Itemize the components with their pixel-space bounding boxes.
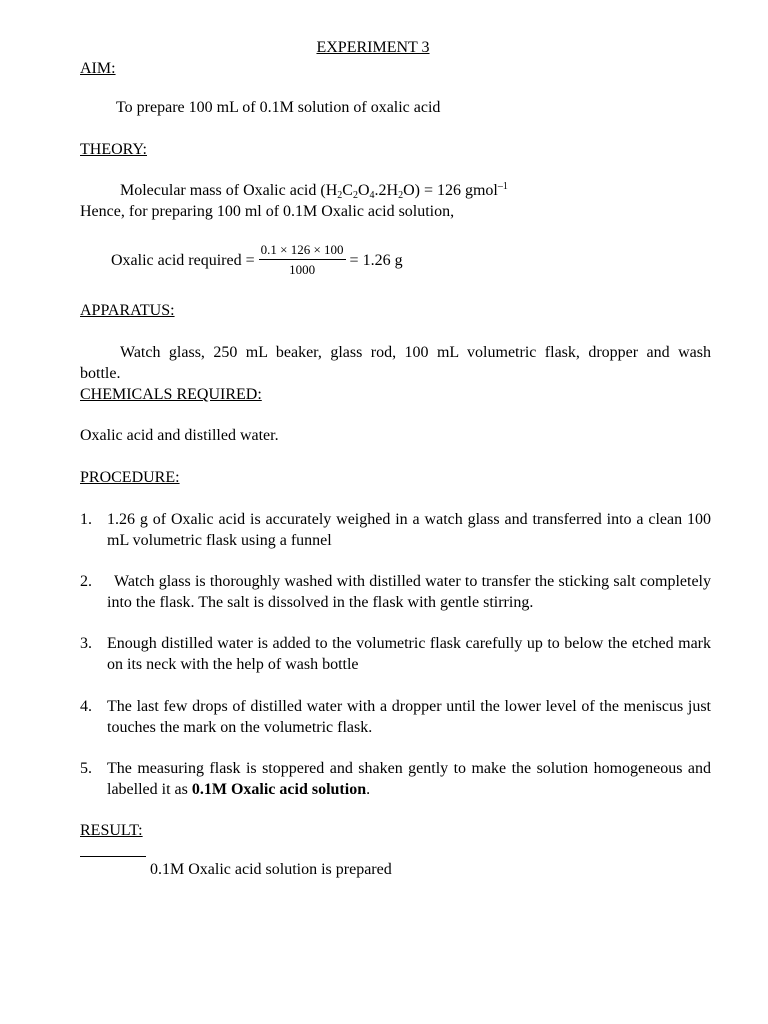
step-number: 5. <box>80 760 92 777</box>
apparatus-text-line1: Watch glass, 250 mL beaker, glass rod, 100 mL volumetric flask, dropper and wash <box>120 344 711 361</box>
step-text-after: . <box>366 781 371 798</box>
required-result: = 1.26 g <box>349 252 403 270</box>
formula-part-o: O <box>357 182 370 199</box>
step-text-bold: 0.1M Oxalic acid solution <box>191 781 367 798</box>
calculation-fraction <box>259 242 346 277</box>
molecular-mass-line <box>120 180 508 201</box>
formula-sub-2: 2 <box>352 190 358 201</box>
oxalic-required-equation <box>111 244 403 278</box>
step-number: 1. <box>80 511 92 528</box>
procedure-step-2 <box>80 571 711 613</box>
procedure-heading: PROCEDURE: <box>80 469 180 486</box>
formula-unit-exponent: –1 <box>497 181 508 192</box>
result-text: 0.1M Oxalic acid solution is prepared <box>150 861 392 878</box>
page-title: EXPERIMENT 3 <box>316 39 430 56</box>
formula-part-c: C <box>342 182 353 199</box>
required-label: Oxalic acid required = <box>111 252 255 270</box>
formula-sub-4: 2 <box>398 190 404 201</box>
step-text: Enough distilled water is added to the volumetric flask carefully up to below the etched mark on its neck with the help of wash bottle <box>107 635 711 673</box>
apparatus-heading: APPARATUS: <box>80 302 175 319</box>
step-text: The last few drops of distilled water with a dropper until the lower level of the meniscus just touches the mark on the volumetric flask. <box>107 698 711 736</box>
result-heading: RESULT: <box>80 822 143 839</box>
fraction-denominator: 1000 <box>289 262 316 277</box>
step-text: 1.26 g of Oxalic acid is accurately weighed in a watch glass and transferred into a clean 100 mL volumetric flask using a funnel <box>107 511 711 549</box>
procedure-step-3 <box>80 633 711 675</box>
hence-text: Hence, for preparing 100 ml of 0.1M Oxalic acid solution, <box>80 203 455 220</box>
formula-mass-value: O) = 126 gmol <box>403 182 498 199</box>
step-text <box>107 758 711 800</box>
formula-sub-3: 4 <box>369 190 375 201</box>
step-number: 3. <box>80 635 92 652</box>
procedure-step-1 <box>80 509 711 551</box>
step-text: Watch glass is thoroughly washed with distilled water to transfer the sticking salt completely into the flask. The salt is dissolved in the flask with gentle stirring. <box>107 573 711 611</box>
molecular-mass-prefix: Molecular mass of Oxalic acid (H <box>120 182 338 199</box>
step-number: 4. <box>80 698 92 715</box>
aim-text: To prepare 100 mL of 0.1M solution of oxalic acid <box>116 99 441 116</box>
step-text-before: The measuring flask is stoppered and shaken gently to make the solution homogeneous and labelled it as <box>107 760 711 798</box>
result-divider <box>80 856 146 857</box>
chemicals-text: Oxalic acid and distilled water. <box>80 427 279 444</box>
chemicals-heading: CHEMICALS REQUIRED: <box>80 386 262 403</box>
formula-part-water: .2H <box>374 182 399 199</box>
procedure-step-4 <box>80 696 711 738</box>
procedure-step-5 <box>80 758 711 800</box>
formula-sub-1: 2 <box>337 190 343 201</box>
aim-heading: AIM: <box>80 60 116 77</box>
fraction-numerator: 0.1 × 126 × 100 <box>259 242 346 260</box>
apparatus-text-line2: bottle. <box>80 365 121 382</box>
theory-heading: THEORY: <box>80 141 147 158</box>
step-number: 2. <box>80 573 92 590</box>
